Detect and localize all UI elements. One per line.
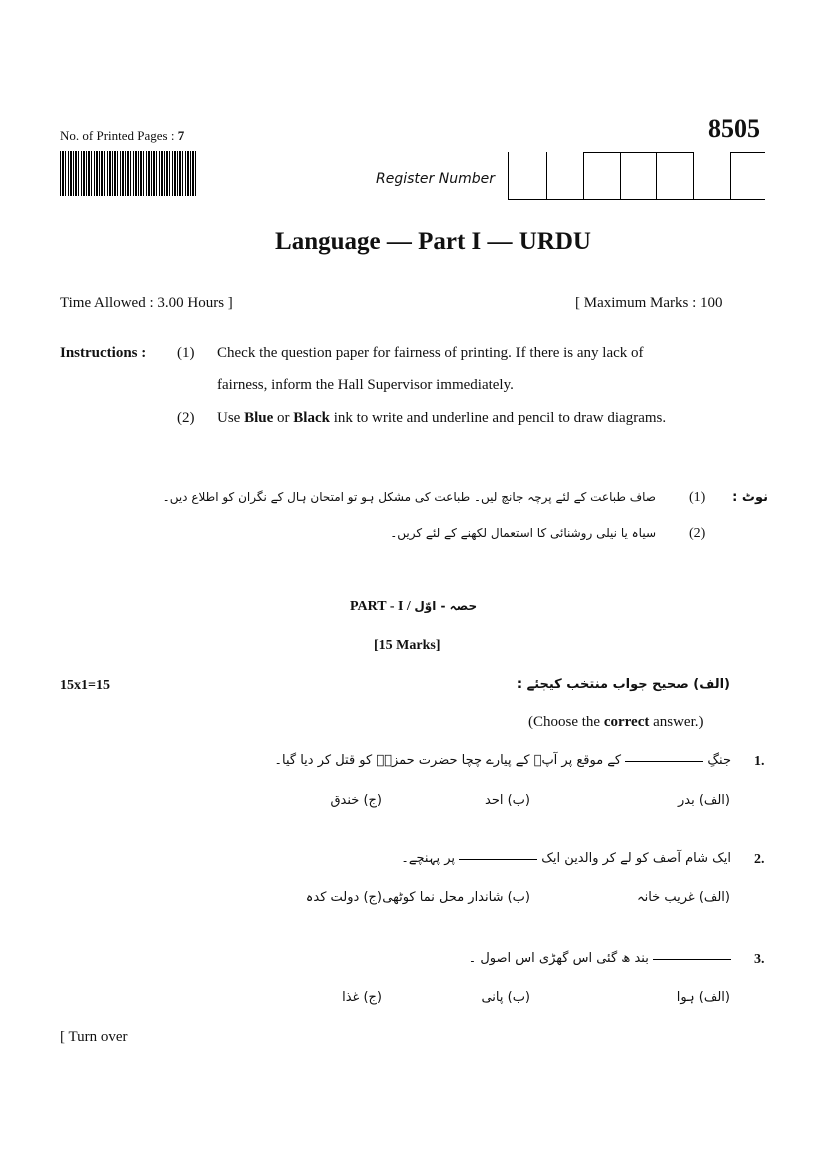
option: (ج) غذا [342, 990, 382, 1005]
instruction-fragment: ink to write and underline and pencil to draw diagrams. [329, 410, 667, 426]
note-number: (1) [689, 490, 706, 505]
option: (ب) شاندار محل نما کوٹھی [382, 890, 530, 905]
instruction-fragment: Use [217, 410, 245, 426]
option: (ج) دولت کدہ [305, 890, 382, 905]
instruction-text [217, 410, 666, 427]
instruction-fragment: or [273, 410, 294, 426]
option: (ب) پانی [481, 990, 530, 1005]
instruction-text: fairness, inform the Hall Supervisor immediately. [217, 377, 514, 393]
instruction-bold: Blue [244, 410, 274, 426]
part-instruction-fragment: (Choose the [528, 714, 604, 730]
register-box [730, 152, 731, 200]
printed-pages-value: 7 [177, 128, 185, 143]
question-text [401, 851, 731, 866]
register-box [693, 152, 694, 200]
instruction-number: (2) [177, 410, 195, 426]
register-box [508, 152, 509, 200]
note-text: سیاہ یا نیلی روشنائی کا استعمال لکھنے کے لئے کریں۔ [390, 526, 656, 540]
question-text [274, 753, 731, 768]
instruction-number: (1) [177, 345, 195, 361]
part-instruction-fragment: answer.) [649, 714, 704, 730]
paper-code: 8505 [708, 114, 760, 143]
part-heading-en: PART - I / [350, 599, 411, 614]
turn-over: [ Turn over [60, 1029, 128, 1045]
question-fragment: کے موقع پر آپؐ کے پیارے چچا حضرت حمزہؓ کو قتل کر دیا گیا۔ [274, 753, 622, 768]
part-marks: [15 Marks] [374, 638, 441, 653]
answer-blank [625, 760, 703, 762]
page-title: Language — Part I — URDU [275, 228, 591, 255]
printed-pages-label: No. of Printed Pages : [60, 128, 175, 143]
option: (الف) بدر [677, 793, 730, 808]
time-allowed: Time Allowed : 3.00 Hours ] [60, 295, 233, 311]
register-label: Register Number [376, 171, 495, 187]
instruction-text: Check the question paper for fairness of printing. If there is any lack of [217, 345, 644, 361]
question-fragment: جنگِ [707, 753, 731, 768]
note-label: نوٹ : [732, 490, 768, 505]
part-instruction-bold: correct [603, 714, 650, 730]
score-formula: 15x1=15 [60, 678, 110, 693]
question-fragment: بند ھ گئی اس گھڑی اس اصول ۔ [468, 951, 649, 966]
option: (ج) خندق [330, 793, 382, 808]
question-number: 3. [754, 952, 765, 967]
part-heading [350, 599, 477, 615]
option: (الف) غریب خانہ [636, 890, 730, 905]
max-marks: [ Maximum Marks : 100 [575, 295, 723, 311]
printed-pages [60, 128, 184, 144]
question-number: 1. [754, 754, 765, 769]
answer-blank [459, 858, 537, 860]
register-box [656, 152, 657, 200]
register-box [546, 152, 547, 200]
answer-blank [653, 958, 731, 960]
barcode-icon [60, 151, 198, 196]
register-box [620, 152, 621, 200]
note-text: صاف طباعت کے لئے پرچہ جانچ لیں۔ طباعت کی مشکل ہو تو امتحان ہال کے نگران کو اطلاع دیں۔ [162, 490, 656, 504]
part-instruction-ur: (الف) صحیح جواب منتخب کیجئے : [516, 677, 730, 692]
option: (الف) ہوا [676, 990, 730, 1005]
question-text [469, 951, 731, 966]
option: (ب) احد [485, 793, 530, 808]
instructions-label: Instructions : [60, 345, 147, 361]
question-number: 2. [754, 852, 765, 867]
register-top-line [583, 152, 693, 153]
question-fragment: ایک شام آصف کو لے کر والدین ایک [541, 851, 731, 866]
part-heading-ur: حصہ - اوّل [414, 599, 478, 613]
part-instruction-en [528, 714, 704, 731]
register-top-line [730, 152, 765, 153]
register-box [583, 152, 584, 200]
question-fragment: پر پہنچے۔ [401, 851, 456, 866]
note-number: (2) [689, 526, 706, 541]
instruction-bold: Black [293, 410, 330, 426]
